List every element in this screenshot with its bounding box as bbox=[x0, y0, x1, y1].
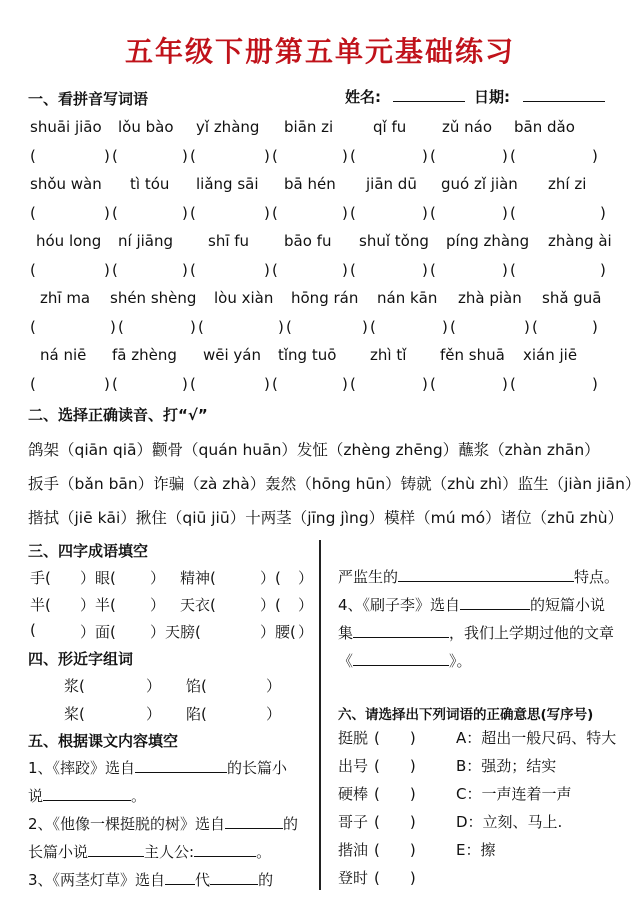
idiom-part: ） bbox=[298, 569, 314, 587]
fill-q1-cont bbox=[28, 785, 146, 806]
answer-paren-open: ( bbox=[112, 147, 118, 165]
answer-paren-close: ) bbox=[104, 375, 110, 393]
answer-paren-open: ( bbox=[510, 147, 516, 165]
name-field[interactable] bbox=[393, 86, 465, 102]
idiom-part: ） bbox=[298, 596, 314, 614]
answer-paren-open: ( bbox=[430, 147, 436, 165]
answer-paren-open: ( bbox=[350, 204, 356, 222]
answer-paren-close: ) bbox=[502, 375, 508, 393]
answer-paren-open: ( bbox=[112, 204, 118, 222]
answer-blank[interactable] bbox=[518, 261, 578, 279]
answer-paren-close: ) bbox=[502, 147, 508, 165]
answer-paren-open: ( bbox=[450, 318, 456, 336]
meaning-word: 哥子 bbox=[338, 813, 369, 831]
fill-q1 bbox=[28, 757, 287, 778]
answer-paren-close: ) bbox=[264, 261, 270, 279]
answer-paren-open: ( bbox=[30, 318, 36, 336]
answer-paren-open: ( bbox=[112, 261, 118, 279]
idiom-part: ）( bbox=[260, 569, 281, 587]
answer-blank[interactable] bbox=[378, 318, 438, 336]
section-2-title: 二、选择正确读音、打“√” bbox=[28, 406, 208, 424]
pinyin-word: yǐ zhàng bbox=[196, 118, 260, 136]
answer-paren-open: ( bbox=[190, 147, 196, 165]
idiom-part: ）面( bbox=[80, 623, 116, 641]
pinyin-word: zhàng ài bbox=[548, 232, 612, 250]
page-title: 五年级下册第五单元基础练习 bbox=[124, 35, 515, 68]
char-part: 陷( bbox=[186, 705, 207, 723]
pinyin-word: zǔ náo bbox=[442, 118, 493, 136]
r1-blank[interactable] bbox=[398, 568, 574, 582]
answer-blank[interactable] bbox=[198, 204, 258, 222]
answer-paren-open: ( bbox=[118, 318, 124, 336]
pinyin-word: lòu xiàn bbox=[214, 289, 274, 307]
section-3-title: 三、四字成语填空 bbox=[28, 542, 149, 560]
answer-paren-open: ( bbox=[190, 375, 196, 393]
answer-paren-open: ( bbox=[430, 375, 436, 393]
answer-paren-open: ( bbox=[350, 375, 356, 393]
meaning-paren[interactable]: ( ) bbox=[374, 729, 416, 747]
meaning-meaning: A：超出一般尺码、特大 bbox=[456, 729, 617, 747]
answer-blank[interactable] bbox=[280, 204, 340, 222]
section-5-title: 五、根据课文内容填空 bbox=[28, 732, 179, 750]
idiom-part: ） bbox=[298, 623, 314, 641]
q3-text-b: 代 bbox=[195, 871, 211, 889]
pinyin-word: zhí zi bbox=[548, 175, 587, 193]
pinyin-word: bāo fu bbox=[284, 232, 332, 250]
answer-paren-close: ) bbox=[502, 204, 508, 222]
answer-blank[interactable] bbox=[280, 261, 340, 279]
answer-paren-open: ( bbox=[272, 204, 278, 222]
r2-blank[interactable] bbox=[460, 596, 530, 610]
right-line-1 bbox=[338, 566, 619, 587]
answer-blank[interactable] bbox=[438, 204, 498, 222]
answer-paren-open: ( bbox=[190, 261, 196, 279]
pinyin-word: lǒu bào bbox=[118, 118, 174, 136]
answer-paren-close: ) bbox=[362, 318, 368, 336]
answer-paren-close: ) bbox=[264, 375, 270, 393]
q3-blank-2[interactable] bbox=[210, 871, 258, 885]
answer-paren-close: ) bbox=[264, 204, 270, 222]
pinyin-word: qǐ fu bbox=[373, 118, 407, 136]
answer-paren-open: ( bbox=[350, 261, 356, 279]
answer-paren-close: ) bbox=[502, 261, 508, 279]
answer-paren-close: ) bbox=[342, 204, 348, 222]
r3-text-a: 集 bbox=[338, 624, 354, 642]
answer-paren-open: ( bbox=[272, 375, 278, 393]
section-6-title: 六、请选择出下列词语的正确意思(写序号) bbox=[338, 707, 594, 723]
name-label: 姓名: bbox=[345, 88, 381, 106]
q1-text-a: 1、《摔跤》选自 bbox=[28, 759, 136, 777]
answer-blank[interactable] bbox=[358, 147, 418, 165]
answer-blank[interactable] bbox=[38, 318, 98, 336]
answer-paren-close: ) bbox=[182, 204, 188, 222]
meaning-paren[interactable]: ( ) bbox=[374, 869, 416, 887]
idiom-part: ） bbox=[150, 569, 166, 587]
answer-blank[interactable] bbox=[358, 261, 418, 279]
reading-line-1: 鸽架（qiān qiā）颧骨（quán huān）发怔（zhèng zhēng）蘸浆（zhàn zhān） bbox=[28, 441, 600, 459]
idiom-part: ）眼( bbox=[80, 569, 116, 587]
meaning-word: 硬棒 bbox=[338, 785, 369, 803]
answer-paren-close: ) bbox=[342, 375, 348, 393]
answer-blank[interactable] bbox=[280, 375, 340, 393]
answer-paren-close: ) bbox=[592, 318, 598, 336]
meaning-word: 揩油 bbox=[338, 841, 369, 859]
meaning-word: 出号 bbox=[338, 757, 369, 775]
answer-paren-close: ) bbox=[278, 318, 284, 336]
q2-text-b: 的 bbox=[283, 815, 299, 833]
answer-blank[interactable] bbox=[120, 147, 180, 165]
answer-paren-close: ) bbox=[422, 375, 428, 393]
r2-text-b: 的短篇小说 bbox=[530, 596, 606, 614]
answer-paren-close: ) bbox=[524, 318, 530, 336]
answer-paren-close: ) bbox=[182, 147, 188, 165]
section-1-title: 一、看拼音写词语 bbox=[28, 90, 149, 108]
right-line-3 bbox=[338, 622, 614, 643]
pinyin-word: liǎng sāi bbox=[196, 175, 259, 193]
answer-blank[interactable] bbox=[518, 147, 578, 165]
pinyin-word: bān dǎo bbox=[514, 118, 575, 136]
pinyin-word: shǒu wàn bbox=[30, 175, 102, 193]
fill-q3 bbox=[28, 869, 273, 890]
answer-paren-close: ) bbox=[104, 204, 110, 222]
pinyin-word: zhà piàn bbox=[458, 289, 522, 307]
answer-blank[interactable] bbox=[120, 204, 180, 222]
answer-blank[interactable] bbox=[358, 204, 418, 222]
meaning-paren[interactable]: ( ) bbox=[374, 757, 416, 775]
char-part: ） bbox=[266, 705, 282, 723]
pinyin-word: hóu long bbox=[36, 232, 102, 250]
pinyin-word: wēi yán bbox=[203, 346, 262, 364]
answer-blank[interactable] bbox=[126, 318, 186, 336]
pinyin-word: bā hén bbox=[284, 175, 336, 193]
q2-blank-2[interactable] bbox=[88, 843, 144, 857]
answer-blank[interactable] bbox=[294, 318, 354, 336]
reading-line-2: 扳手（bǎn bān）诈骗（zà zhà）轰然（hōng hūn）铸就（zhù zhì）监生（jiàn jiān） bbox=[28, 475, 640, 493]
idiom-part: 手( bbox=[30, 569, 51, 587]
pinyin-word: shī fu bbox=[208, 232, 250, 250]
r1-text-a: 严监生的 bbox=[338, 568, 399, 586]
char-part: ） bbox=[146, 705, 162, 723]
answer-blank[interactable] bbox=[38, 261, 98, 279]
reading-line-3: 揩拭（jiē kāi）揪住（qiū jiū）十两茎（jīng jìng）模样（mú mó）诸位（zhū zhù） bbox=[28, 509, 624, 527]
right-line-4 bbox=[338, 650, 472, 671]
idiom-part: 精神( bbox=[180, 569, 216, 587]
meaning-word: 挺脱 bbox=[338, 729, 369, 747]
answer-paren-open: ( bbox=[532, 318, 538, 336]
date-label: 日期: bbox=[474, 88, 510, 106]
answer-blank[interactable] bbox=[198, 147, 258, 165]
right-line-2 bbox=[338, 594, 605, 615]
meaning-meaning: E：擦 bbox=[456, 841, 496, 859]
answer-paren-open: ( bbox=[112, 375, 118, 393]
answer-paren-open: ( bbox=[30, 261, 36, 279]
answer-blank[interactable] bbox=[280, 147, 340, 165]
answer-blank[interactable] bbox=[458, 318, 518, 336]
pinyin-word: ná niē bbox=[40, 346, 87, 364]
answer-blank[interactable] bbox=[540, 318, 600, 336]
meaning-meaning: D：立刻、马上. bbox=[456, 813, 563, 831]
answer-paren-open: ( bbox=[430, 204, 436, 222]
answer-blank[interactable] bbox=[120, 375, 180, 393]
meaning-meaning: C：一声连着一声 bbox=[456, 785, 572, 803]
q1-text-b: 的长篇小 bbox=[227, 759, 288, 777]
answer-blank[interactable] bbox=[518, 375, 578, 393]
meaning-paren[interactable]: ( ) bbox=[374, 785, 416, 803]
answer-blank[interactable] bbox=[206, 318, 266, 336]
date-field[interactable] bbox=[523, 86, 605, 102]
answer-paren-close: ) bbox=[182, 375, 188, 393]
answer-paren-open: ( bbox=[190, 204, 196, 222]
answer-blank[interactable] bbox=[38, 204, 98, 222]
answer-paren-open: ( bbox=[272, 147, 278, 165]
answer-paren-close: ) bbox=[104, 147, 110, 165]
answer-paren-open: ( bbox=[198, 318, 204, 336]
q2-text-e: 。 bbox=[256, 843, 272, 861]
answer-paren-close: ) bbox=[342, 261, 348, 279]
answer-paren-close: ) bbox=[442, 318, 448, 336]
idiom-part: ）天 bbox=[150, 623, 181, 641]
char-part: 浆( bbox=[64, 677, 85, 695]
answer-blank[interactable] bbox=[120, 261, 180, 279]
answer-paren-close: ) bbox=[422, 204, 428, 222]
q2-text-c: 长篇小说 bbox=[28, 843, 89, 861]
pinyin-word: guó zǐ jiàn bbox=[441, 175, 518, 193]
char-part: 馅( bbox=[186, 677, 207, 695]
idiom-part: ）半( bbox=[80, 596, 116, 614]
answer-paren-close: ) bbox=[190, 318, 196, 336]
q2-text-d: 主人公: bbox=[144, 843, 195, 861]
q3-blank-1[interactable] bbox=[165, 871, 195, 885]
answer-blank[interactable] bbox=[438, 375, 498, 393]
section-4-title: 四、形近字组词 bbox=[28, 650, 134, 668]
answer-paren-open: ( bbox=[30, 204, 36, 222]
answer-blank[interactable] bbox=[198, 261, 258, 279]
answer-paren-open: ( bbox=[286, 318, 292, 336]
pinyin-word: fā zhèng bbox=[112, 346, 177, 364]
answer-paren-close: ) bbox=[600, 204, 606, 222]
answer-paren-close: ) bbox=[600, 261, 606, 279]
fill-q2 bbox=[28, 813, 298, 834]
answer-paren-open: ( bbox=[350, 147, 356, 165]
q2-text-a: 2、《他像一棵挺脱的树》选自 bbox=[28, 815, 226, 833]
answer-paren-close: ) bbox=[592, 375, 598, 393]
answer-blank[interactable] bbox=[38, 375, 98, 393]
answer-blank[interactable] bbox=[358, 375, 418, 393]
fill-q2-cont bbox=[28, 841, 271, 862]
r2-text-a: 4、《刷子李》选自 bbox=[338, 596, 461, 614]
idiom-part: 半( bbox=[30, 596, 51, 614]
r4-blank[interactable] bbox=[353, 652, 449, 666]
r4-text-a: 《 bbox=[338, 652, 354, 670]
q1-blank-2[interactable] bbox=[43, 787, 131, 801]
answer-blank[interactable] bbox=[438, 147, 498, 165]
idiom-part: ）腰( bbox=[260, 623, 296, 641]
meaning-paren[interactable]: ( ) bbox=[374, 813, 416, 831]
answer-paren-close: ) bbox=[592, 147, 598, 165]
answer-paren-close: ) bbox=[104, 261, 110, 279]
pinyin-word: shén shèng bbox=[110, 289, 197, 307]
answer-blank[interactable] bbox=[198, 375, 258, 393]
q2-blank-1[interactable] bbox=[225, 815, 283, 829]
answer-blank[interactable] bbox=[438, 261, 498, 279]
answer-paren-open: ( bbox=[370, 318, 376, 336]
pinyin-word: shuǐ tǒng bbox=[359, 232, 429, 250]
pinyin-word: fěn shuā bbox=[440, 346, 505, 364]
answer-paren-open: ( bbox=[30, 147, 36, 165]
meaning-word: 登时 bbox=[338, 869, 369, 887]
idiom-part: ） bbox=[150, 596, 166, 614]
char-part: ） bbox=[146, 677, 162, 695]
answer-paren-close: ) bbox=[110, 318, 116, 336]
pinyin-word: jiān dū bbox=[366, 175, 417, 193]
pinyin-word: tì tóu bbox=[130, 175, 170, 193]
answer-paren-open: ( bbox=[430, 261, 436, 279]
q1-text-d: 。 bbox=[131, 787, 147, 805]
pinyin-word: shuāi jiāo bbox=[30, 118, 102, 136]
idiom-part: 天衣( bbox=[180, 596, 216, 614]
pinyin-word: píng zhàng bbox=[446, 232, 530, 250]
pinyin-word: zhī ma bbox=[40, 289, 91, 307]
idiom-part: 膀( bbox=[180, 623, 201, 641]
q2-blank-3[interactable] bbox=[194, 843, 256, 857]
pinyin-word: hōng rán bbox=[291, 289, 359, 307]
meaning-paren[interactable]: ( ) bbox=[374, 841, 416, 859]
answer-paren-close: ) bbox=[264, 147, 270, 165]
answer-blank[interactable] bbox=[38, 147, 98, 165]
column-divider bbox=[319, 540, 321, 890]
pinyin-word: nán kān bbox=[377, 289, 438, 307]
pinyin-word: shǎ guā bbox=[542, 289, 602, 307]
pinyin-word: ní jiāng bbox=[118, 232, 173, 250]
r3-text-b: ，我们上学期过他的文章 bbox=[449, 624, 615, 642]
idiom-part: ）( bbox=[260, 596, 281, 614]
pinyin-word: xián jiē bbox=[523, 346, 578, 364]
idiom-part: ( bbox=[30, 621, 36, 639]
q1-text-c: 说 bbox=[28, 787, 44, 805]
char-part: ） bbox=[266, 677, 282, 695]
answer-paren-close: ) bbox=[422, 261, 428, 279]
answer-paren-open: ( bbox=[272, 261, 278, 279]
q3-text-a: 3、《两茎灯草》选自 bbox=[28, 871, 166, 889]
r3-blank[interactable] bbox=[353, 624, 449, 638]
char-part: 桨( bbox=[64, 705, 85, 723]
answer-paren-open: ( bbox=[510, 261, 516, 279]
r1-text-b: 特点。 bbox=[574, 568, 620, 586]
q1-blank-1[interactable] bbox=[135, 759, 227, 773]
pinyin-word: biān zi bbox=[284, 118, 334, 136]
meaning-meaning: B：强劲；结实 bbox=[456, 757, 557, 775]
answer-blank[interactable] bbox=[518, 204, 578, 222]
r4-text-b: 》。 bbox=[449, 652, 472, 670]
answer-paren-close: ) bbox=[342, 147, 348, 165]
answer-paren-close: ) bbox=[422, 147, 428, 165]
answer-paren-close: ) bbox=[182, 261, 188, 279]
pinyin-word: tǐng tuō bbox=[278, 346, 337, 364]
q3-text-c: 的 bbox=[258, 871, 274, 889]
answer-paren-open: ( bbox=[510, 375, 516, 393]
pinyin-word: zhì tǐ bbox=[370, 346, 407, 364]
answer-paren-open: ( bbox=[510, 204, 516, 222]
answer-paren-open: ( bbox=[30, 375, 36, 393]
